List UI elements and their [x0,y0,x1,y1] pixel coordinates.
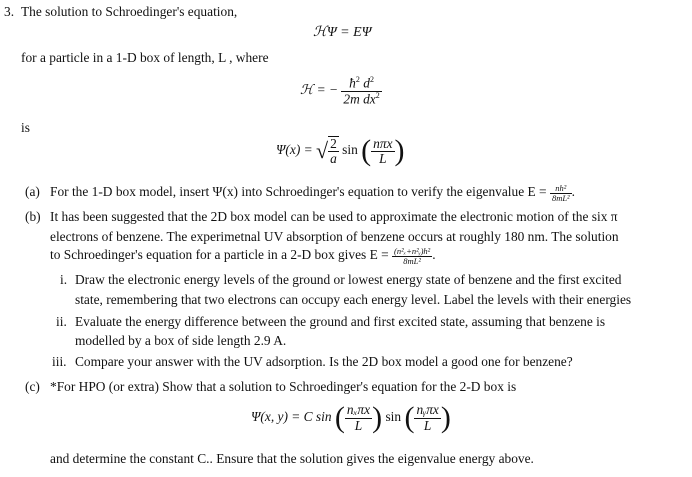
problem-intro: The solution to Schroedinger's equation, [21,4,238,19]
hamiltonian-equation [300,76,382,106]
is-word: is [21,120,30,135]
sub-i-label: i. [60,272,68,287]
sqrt-fraction: $\frac{2}{a}$ [330,136,337,167]
part-a-text: For the 1-D box model, insert Ψ(x) into Schroedinger's equation to verify the eigenvalue E = $\frac{\text{nh²}}{\text{8mL²}}$ . [50,183,575,203]
part-a-energy-fraction: $\frac{\text{nh²}}{\text{8mL²}}$ [551,183,570,203]
hamiltonian-denominator: 2m $dx^2$ [343,90,380,106]
part-c-equation: Ψ(x, y) = C sin ( $\frac{\text{nₓπx}}{L}$ ) sin ( $\frac{\text{nᵧπx}}{L}$ ) [251,401,451,434]
wavefunction-lhs: Ψ(x) = [276,142,313,158]
sub-ii-line1: Evaluate the energy difference between the ground and first excited state, assuming that benzene is [75,314,606,329]
hamiltonian-lhs: ℋ = − [300,82,339,98]
problem-number: 3. [4,4,15,19]
sub-i-line2: state, remembering that two electrons can occupy each energy level. Label the levels with their energies [75,292,632,307]
particle-text: for a particle in a 1-D box of length, L , where [21,50,269,65]
part-b-line3: to Schroedinger's equation for a particle in a 2-D box gives E = $\frac{\text{(n²ₓ+n²ᵧ)h²}}{\text{8mL²}}$ . [50,246,436,266]
hamiltonian-numerator: $ħ^2$ $d^2$ [341,76,381,92]
sin-argument: $\frac{\text{nπx}}{L}$ [373,135,393,166]
part-c-text: *For HPO (or extra) Show that a solution to Schroedinger's equation for the 2-D box is [50,379,517,394]
sub-iii-text: Compare your answer with the UV adsorption. Is the 2D box model a good one for benzene? [75,354,573,369]
arg1-fraction: $\frac{\text{nₓπx}}{L}$ [346,402,371,433]
part-c-closing: and determine the constant C.. Ensure that the solution gives the eigenvalue energy above. [50,451,534,466]
part-b-line1: It has been suggested that the 2D box model can be used to approximate the electronic motion of the six π [50,209,618,224]
sqrt-symbol: √ [316,138,329,164]
right-paren: ) [394,134,405,168]
sub-i-line1: Draw the electronic energy levels of the ground or lowest energy state of benzene and the first excited [75,272,622,287]
arg2-fraction: $\frac{\text{nᵧπx}}{L}$ [416,402,439,433]
wavefunction-equation [276,136,405,166]
left-paren: ( [361,134,372,168]
part-a-label: (a) [25,184,40,199]
sub-ii-label: ii. [56,314,67,329]
sin-function: sin [342,142,358,158]
part-c-label: (c) [25,379,40,394]
sub-ii-line2: modelled by a box of side length 2.9 A. [75,333,287,348]
part-b-line2: electrons of benzene. The experimetnal UV absorption of benzene occurs at roughly 180 nm. The solution [50,229,619,244]
part-b-energy-fraction: $\frac{\text{(n²ₓ+n²ᵧ)h²}}{\text{8mL²}}$ [394,246,431,266]
part-b-label: (b) [25,209,41,224]
sub-iii-label: iii. [52,354,67,369]
hamiltonian-fraction [341,76,381,106]
schroedinger-equation: ℋΨ = EΨ [313,25,372,40]
